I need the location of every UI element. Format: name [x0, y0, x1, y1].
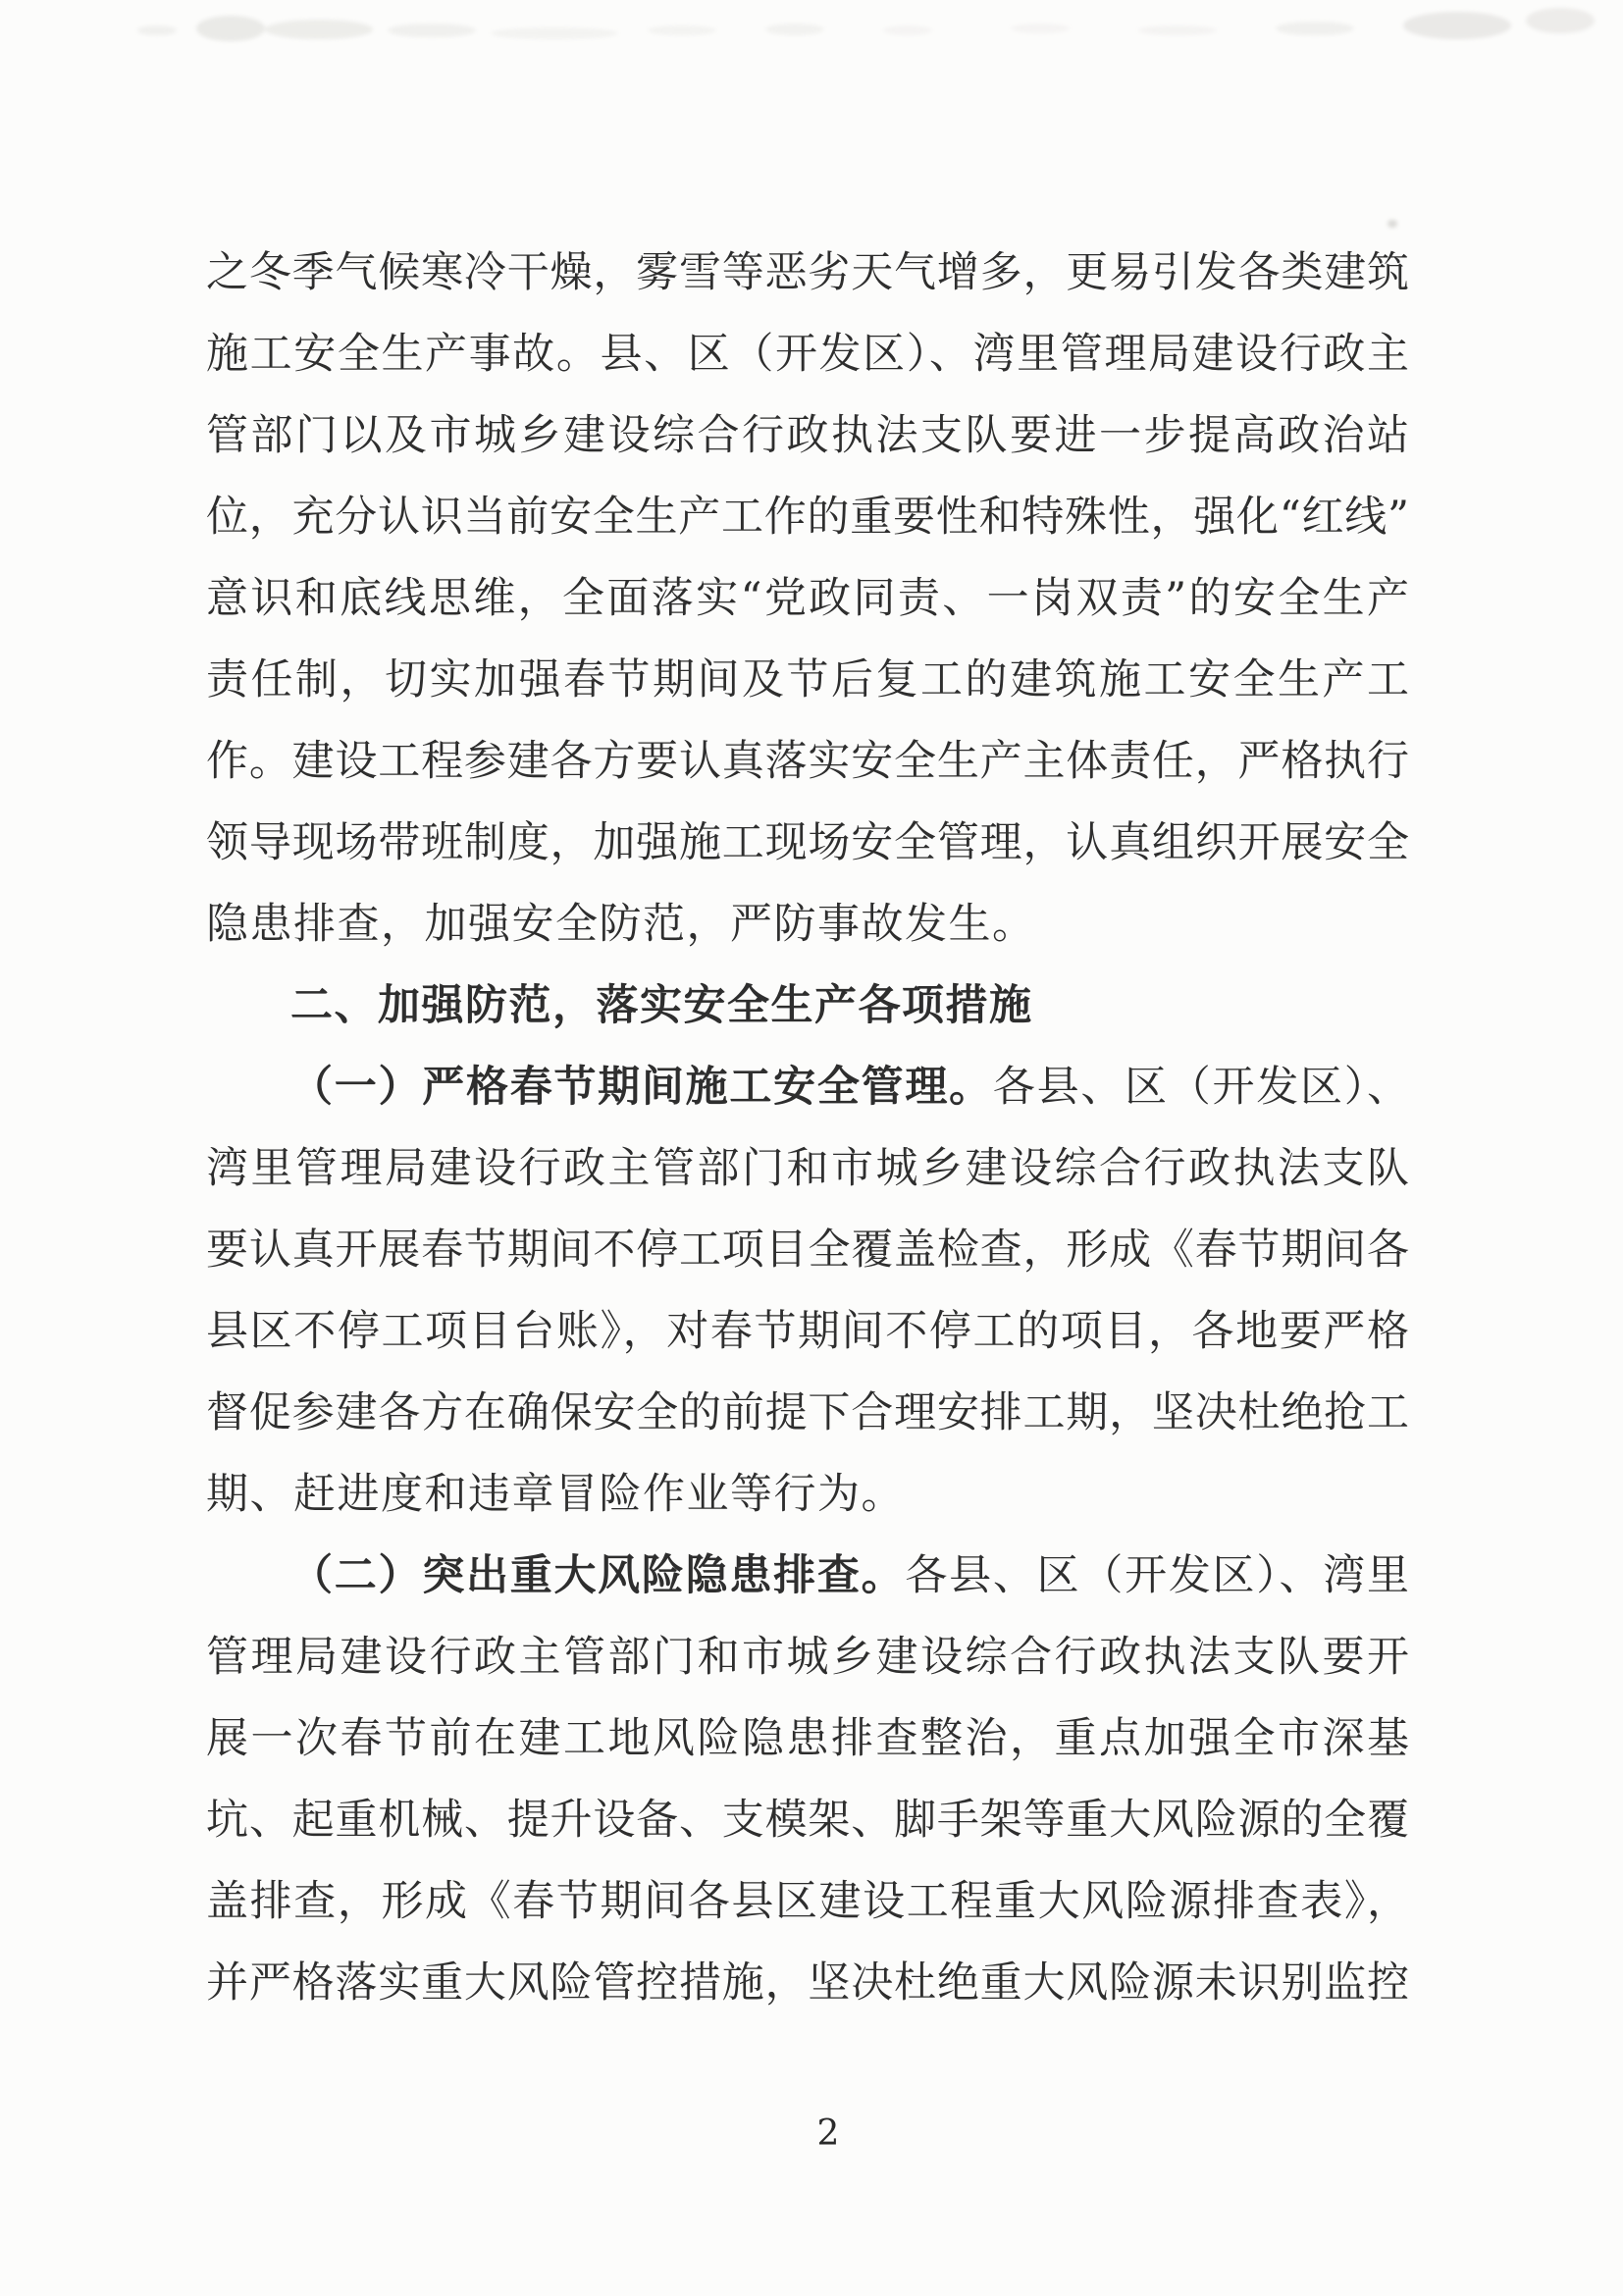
text-segment: 管理局建设行政主管部门和市城乡建设综合行政执法支队要开: [206, 1633, 1409, 1682]
text-line: [206, 1128, 1409, 1210]
scan-noise-speckle: [1403, 12, 1511, 39]
scan-noise-speckle: [648, 26, 716, 35]
text-segment: 期、赶进度和违章冒险作业等行为。: [206, 1470, 905, 1519]
text-block: [206, 233, 1409, 2024]
page-number: 2: [816, 2113, 840, 2154]
text-line: [206, 640, 1409, 721]
text-line: [206, 1943, 1409, 2024]
scan-noise-speckle: [1526, 8, 1595, 33]
text-line: [206, 1210, 1409, 1291]
text-line: [206, 1617, 1409, 1698]
text-segment: 湾里管理局建设行政主管部门和市城乡建设综合行政执法支队: [206, 1144, 1409, 1193]
text-line: [206, 1698, 1409, 1780]
scan-noise-speckle: [883, 26, 932, 35]
text-segment: 各县、区（开发区）、湾里: [905, 1551, 1410, 1600]
text-line: [206, 1291, 1409, 1373]
text-segment: 县区不停工项目台账》，对春节期间不停工的项目，各地要严格: [206, 1307, 1409, 1356]
scan-noise-band: [0, 0, 1623, 59]
scan-noise-speckle: [1276, 22, 1354, 35]
bold-text-segment: （二）突出重大风险隐患排查。: [290, 1551, 906, 1600]
scan-noise-speckle: [388, 24, 476, 37]
scan-noise-speckle: [765, 24, 824, 35]
text-segment: 要认真开展春节期间不停工项目全覆盖检查，形成《春节期间各: [206, 1226, 1409, 1275]
text-segment: 各县、区（开发区）、: [992, 1063, 1410, 1112]
text-segment: 督促参建各方在确保安全的前提下合理安排工期，坚决杜绝抢工: [206, 1388, 1409, 1437]
scan-noise-speckle: [1387, 220, 1397, 228]
text-line: [206, 1780, 1409, 1861]
text-segment: 位，充分认识当前安全生产工作的重要性和特殊性，强化“红线”: [206, 493, 1409, 542]
text-line: [206, 233, 1409, 314]
text-segment: 施工安全生产事故。县、区（开发区）、湾里管理局建设行政主: [206, 330, 1409, 379]
bold-text-segment: 二、加强防范，落实安全生产各项措施: [290, 981, 1033, 1030]
text-line: [206, 395, 1409, 477]
text-line: [206, 721, 1409, 803]
text-segment: 隐患排查，加强安全防范，严防事故发生。: [206, 900, 1036, 949]
text-line: [206, 1536, 1409, 1617]
text-segment: 意识和底线思维，全面落实“党政同责、一岗双责”的安全生产: [206, 574, 1409, 623]
bold-text-segment: （一）严格春节期间施工安全管理。: [290, 1063, 993, 1112]
text-segment: 责任制，切实加强春节期间及节后复工的建筑施工安全生产工: [206, 655, 1409, 704]
text-segment: 并严格落实重大风险管控措施，坚决杜绝重大风险源未识别监控: [206, 1958, 1409, 2008]
scan-noise-speckle: [1138, 26, 1217, 35]
text-line: [206, 1047, 1409, 1128]
text-line: [206, 558, 1409, 640]
text-line: [206, 884, 1409, 965]
text-line: [206, 477, 1409, 558]
text-segment: 之冬季气候寒冷干燥，雾雪等恶劣天气增多，更易引发各类建筑: [206, 248, 1409, 297]
text-line: [206, 1454, 1409, 1536]
scan-noise-speckle: [137, 26, 177, 35]
text-line: [206, 1861, 1409, 1943]
text-line: [206, 1373, 1409, 1454]
scan-noise-speckle: [265, 20, 373, 39]
scan-noise-speckle: [1011, 24, 1070, 33]
section-heading-line: [206, 965, 1409, 1047]
text-segment: 管部门以及市城乡建设综合行政执法支队要进一步提高政治站: [206, 411, 1409, 460]
text-segment: 领导现场带班制度，加强施工现场安全管理，认真组织开展安全: [206, 818, 1409, 867]
text-segment: 作。建设工程参建各方要认真落实安全生产主体责任，严格执行: [206, 737, 1409, 786]
scan-noise-speckle: [491, 27, 618, 39]
scan-noise-speckle: [196, 16, 265, 41]
text-line: [206, 803, 1409, 884]
text-segment: 坑、起重机械、提升设备、支模架、脚手架等重大风险源的全覆: [206, 1796, 1409, 1845]
text-line: [206, 314, 1409, 395]
text-segment: 盖排查，形成《春节期间各县区建设工程重大风险源排查表》，: [206, 1877, 1409, 1926]
text-segment: 展一次春节前在建工地风险隐患排查整治，重点加强全市深基: [206, 1714, 1409, 1763]
